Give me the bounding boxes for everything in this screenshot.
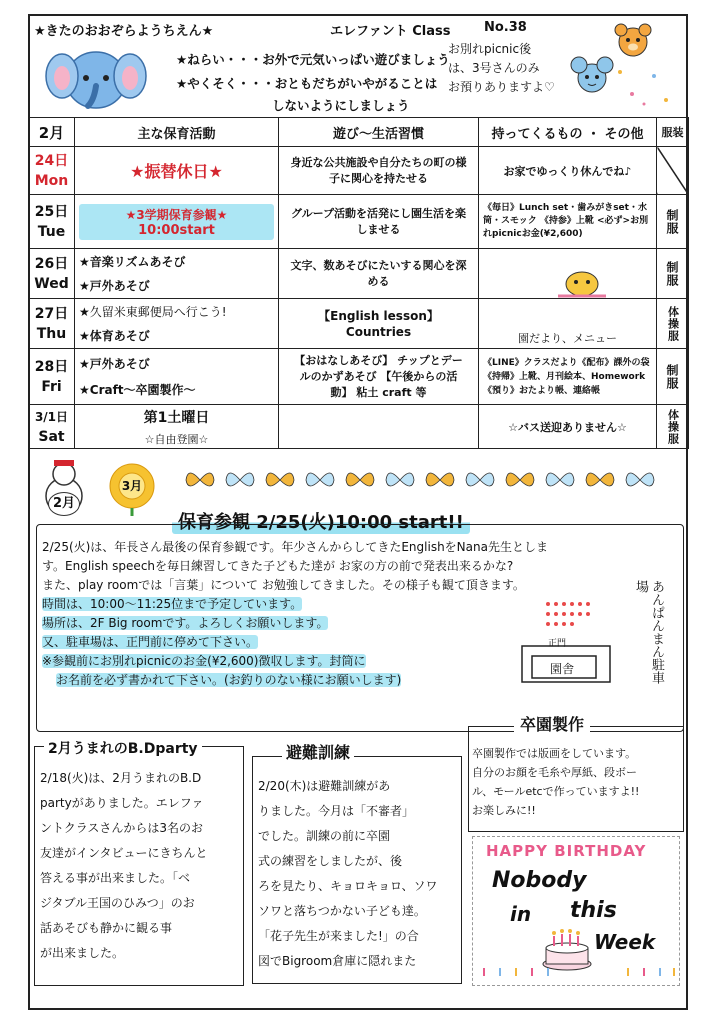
this-text: this xyxy=(570,898,617,923)
date-cell: 26日 Wed xyxy=(29,249,75,299)
activity-cell: ★戸外あそび ★Craft～卒園製作～ xyxy=(75,349,279,405)
date-cell: 3/1日 Sat xyxy=(29,405,75,449)
feb-badge: 2月 xyxy=(48,492,80,516)
observation-title: 保育参観 2/25(火)10:00 start!! xyxy=(172,508,470,534)
bd-line: ントクラスさんからは3名のお xyxy=(40,821,204,835)
craft-line: 自分のお顔を毛糸や厚紙、段ボー xyxy=(472,766,637,779)
craft-line: お楽しみに!! xyxy=(472,804,536,817)
elephant-icon xyxy=(44,40,148,114)
bear-icon xyxy=(610,18,656,64)
obs-line: 場所は、2F Big roomです。よろしくお願いします。 xyxy=(42,616,329,630)
duck-icon xyxy=(552,262,612,302)
schedule-header-row xyxy=(29,118,689,147)
header-habit: 遊び～生活習慣 xyxy=(279,118,479,147)
table-row xyxy=(29,147,689,195)
bd-line: ジタブル王国のひみつ」のお xyxy=(40,896,195,910)
date-cell: 25日 Tue xyxy=(29,195,75,249)
header-dress: 服装 xyxy=(657,118,689,147)
week-text: Week xyxy=(594,930,656,954)
obs-line: す。English speechを毎日練習してきた子どもた達が お家の方の前で発表出来るかな? xyxy=(42,559,514,573)
activity-cell: ★3学期保育参観★ 10:00start xyxy=(75,195,279,249)
drill-line: でした。訓練の前に卒園 xyxy=(258,829,391,843)
promise-line-1: ★やくそく・・・おともだちがいやがることは xyxy=(176,76,438,91)
obs-line: 又、駐車場は、正門前に停めて下さい。 xyxy=(42,635,259,649)
habit-cell: 身近な公共施設や自分たちの町の様子に関心を持たせる xyxy=(279,147,479,195)
drill-line: りました。今月は「不審者」 xyxy=(258,804,415,818)
date-cell: 27日 Thu xyxy=(29,299,75,349)
activity-cell: ★振替休日★ xyxy=(75,147,279,195)
craft-line: ル、モールetcで作っていますよ!! xyxy=(472,785,640,798)
table-row xyxy=(29,349,689,405)
drill-text xyxy=(258,774,458,974)
drill-title: 避難訓練 xyxy=(282,740,354,763)
picnic-note-line-3: お預りありますよ♡ xyxy=(448,80,555,94)
bd-line: 2/18(火)は、2月うまれのB.D xyxy=(40,771,202,785)
dress-cell: 体操服 xyxy=(657,299,689,349)
craft-line: 卒園製作では版画をしています。 xyxy=(472,747,637,760)
items-cell: お家でゆっくり休んでね♪ xyxy=(479,147,657,195)
issue-number: No.38 xyxy=(484,20,527,35)
march-badge: 3月 xyxy=(121,479,143,493)
dress-cell: 体操服 xyxy=(657,405,689,449)
dress-cell: 制服 xyxy=(657,249,689,299)
birthday-party-text xyxy=(40,766,240,966)
table-row xyxy=(29,405,689,449)
promise-line-2: しないようにしましょう xyxy=(272,98,410,113)
habit-cell: 【English lesson】 Countries xyxy=(279,299,479,349)
birthday-party-title: 2月うまれのB.Dparty xyxy=(44,738,202,758)
map-gate-label: 正門 xyxy=(548,639,567,649)
drill-line: 「花子先生が来ました!」の合 xyxy=(258,929,419,943)
items-cell: 園だより、メニュー xyxy=(479,299,657,349)
habit-cell: 文字、数あそびにたいする関心を深める xyxy=(279,249,479,299)
bd-line: 答える事が出来ました。「ベ xyxy=(40,871,191,885)
graduation-craft-title: 卒園製作 xyxy=(514,712,590,735)
obs-line: また、play roomでは「言葉」について お勉強してきました。その様子も観て頂きます。 xyxy=(42,578,525,592)
in-text: in xyxy=(510,902,532,926)
header-activity: 主な保育活動 xyxy=(75,118,279,147)
activity-cell: ★久留米東郵便局へ行こう! ★体育あそび xyxy=(75,299,279,349)
obs-line: 時間は、10:00～11:25位まで予定しています。 xyxy=(42,597,303,611)
bd-line: 話あそびも静かに観る事 xyxy=(40,921,173,935)
dress-cell: 制服 xyxy=(657,195,689,249)
school-name: ★きたのおおぞらようちえん★ xyxy=(34,24,214,39)
class-name: エレファント Class xyxy=(330,24,451,39)
picnic-note xyxy=(448,40,555,97)
obs-line: お名前を必ず書かれて下さい。(お釣りのない様にお願いします) xyxy=(56,673,402,687)
habit-cell xyxy=(279,405,479,449)
picnic-note-line-2: は、3号さんのみ xyxy=(448,61,540,75)
graduation-craft-text xyxy=(472,744,682,820)
drill-line: 式の練習をしましたが、後 xyxy=(258,854,403,868)
habit-cell: グループ活動を活発にし園生活を楽しませる xyxy=(279,195,479,249)
dress-cell: 制服 xyxy=(657,349,689,405)
parking-label: あんぱんまん駐車場 xyxy=(633,580,664,684)
happy-birthday-banner: HAPPY BIRTHDAY xyxy=(486,842,647,860)
drill-line: 図でBigroom倉庫に隠れまた xyxy=(258,954,417,968)
header-items: 持ってくるもの ・ その他 xyxy=(479,118,657,147)
goal-text: ★ねらい・・・お外で元気いっぱい遊びましょう xyxy=(176,52,450,67)
items-cell: ☆バス送迎ありません☆ xyxy=(479,405,657,449)
butterfly-garland-icon xyxy=(180,462,680,498)
star-sparkles-icon xyxy=(614,64,674,110)
bd-line: が出来ました。 xyxy=(40,946,125,960)
date-cell: 28日 Fri xyxy=(29,349,75,405)
table-row xyxy=(29,299,689,349)
habit-cell: 【おはなしあそび】 チップとデールのかずあそび 【午後からの活動】 粘土 craft 等 xyxy=(279,349,479,405)
header-month: 2月 xyxy=(29,118,75,147)
activity-cell: ★音楽リズムあそび ★戸外あそび xyxy=(75,249,279,299)
dress-cell xyxy=(657,147,689,195)
drill-line: 2/20(木)は避難訓練があ xyxy=(258,779,391,793)
table-row xyxy=(29,195,689,249)
items-cell: 《LINE》クラスだより《配布》課外の袋 《持帰》上靴、月刊絵本、Homework 《預り》おたより帳、連絡帳 xyxy=(479,349,657,405)
nobody-text: Nobody xyxy=(492,868,587,893)
bd-line: 友達がインタビューにきちんと xyxy=(40,846,208,860)
activity-cell: 第1土曜日 ☆自由登園☆ xyxy=(75,405,279,449)
bd-line: partyがありました。エレファ xyxy=(40,796,204,810)
drill-line: ろを見たり、キョロキョロ、ソワ xyxy=(258,879,438,893)
picnic-note-line-1: お別れpicnic後 xyxy=(448,42,532,56)
obs-line: 2/25(火)は、年長さん最後の保育参観です。年少さんからしてきたEnglishをNana先生としま xyxy=(42,540,548,554)
date-cell: 24日 Mon xyxy=(29,147,75,195)
drill-line: ソワと落ちつかない子ども達。 xyxy=(258,904,426,918)
map-building-label: 園舎 xyxy=(550,662,575,676)
candle-border-icon xyxy=(478,964,678,978)
items-cell: 《毎日》Lunch set・歯みがきset・水筒・スモック 《持参》上靴 <必ず>お別れpicnicお金(¥2,600) xyxy=(479,195,657,249)
obs-line: ※参観前にお別れpicnicのお金(¥2,600)徴収します。封筒に xyxy=(42,654,366,668)
